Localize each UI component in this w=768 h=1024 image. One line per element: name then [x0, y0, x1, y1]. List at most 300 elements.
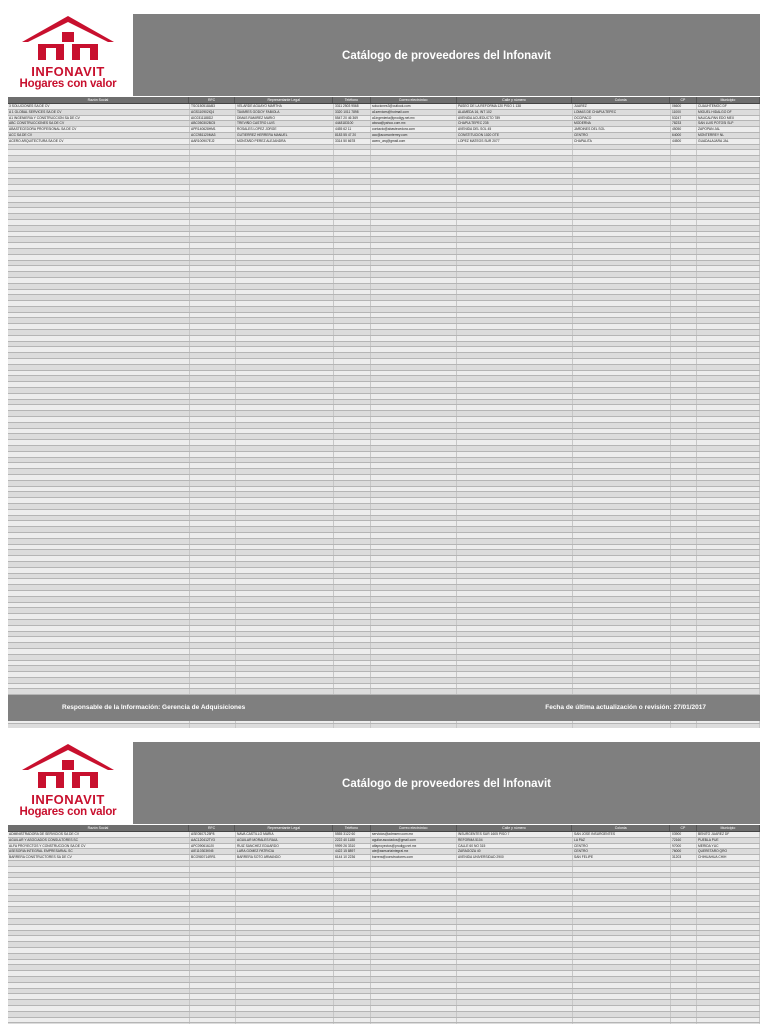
table-cell [573, 925, 671, 930]
table-cell [190, 620, 236, 625]
table-cell [457, 156, 573, 161]
table-cell [573, 185, 671, 190]
table-cell [697, 174, 760, 179]
table-cell [573, 936, 671, 941]
header-cell: Razón Social [8, 825, 189, 831]
table-cell [457, 568, 573, 573]
table-cell [697, 452, 760, 457]
table-cell [334, 388, 371, 393]
table-cell [190, 655, 236, 660]
table-cell: CUAUHTEMOC DF [697, 104, 760, 109]
table-cell [697, 931, 760, 936]
table-cell [671, 890, 697, 895]
table-cell [457, 197, 573, 202]
table-cell [573, 689, 671, 694]
header-cell: Municipio [697, 97, 760, 103]
infonavit-logo [8, 14, 128, 94]
table-cell [8, 597, 190, 602]
table-cell [334, 620, 371, 625]
table-cell [697, 585, 760, 590]
table-cell [371, 960, 457, 965]
table-cell [334, 527, 371, 532]
table-cell [190, 342, 236, 347]
table-cell: AAR100907EJ2 [190, 139, 236, 144]
header-cell: Razón Social [8, 97, 189, 103]
table-cell [236, 539, 334, 544]
table-cell [457, 603, 573, 608]
table-cell [671, 579, 697, 584]
table-cell [190, 214, 236, 219]
table-cell [697, 249, 760, 254]
table-cell [671, 411, 697, 416]
table-cell [190, 919, 236, 924]
table-cell [334, 266, 371, 271]
table-cell [457, 983, 573, 988]
footer-bar [8, 695, 760, 721]
table-cell [190, 220, 236, 225]
table-cell [236, 896, 334, 901]
table-cell [236, 666, 334, 671]
table-cell [671, 330, 697, 335]
table-cell [573, 388, 671, 393]
table-cell: MERIDA YUC [697, 844, 760, 849]
table-cell [573, 666, 671, 671]
table-cell [334, 307, 371, 312]
table-cell [334, 249, 371, 254]
table-cell [697, 562, 760, 567]
table-cell [371, 556, 457, 561]
table-cell: MONTERREY NL [697, 133, 760, 138]
table-cell [334, 278, 371, 283]
table-cell [697, 463, 760, 468]
table-cell: ASE0507125P8 [190, 832, 236, 837]
table-cell [671, 434, 697, 439]
table-cell [371, 994, 457, 999]
table-cell: PUEBLA PUE [697, 838, 760, 843]
table-cell [8, 574, 190, 579]
table-cell [236, 232, 334, 237]
table-cell [190, 977, 236, 982]
table-cell [8, 913, 190, 918]
table-cell [236, 678, 334, 683]
table-cell [8, 203, 190, 208]
table-cell [8, 603, 190, 608]
table-cell [697, 313, 760, 318]
table-cell [236, 550, 334, 555]
infonavit-logo [8, 742, 128, 822]
table-cell [190, 446, 236, 451]
table-cell [190, 666, 236, 671]
table-cell [334, 516, 371, 521]
table-cell [697, 902, 760, 907]
table-cell [236, 324, 334, 329]
table-cell [8, 307, 190, 312]
table-cell [457, 684, 573, 689]
table-cell: 45050 [671, 127, 697, 132]
table-cell [8, 475, 190, 480]
table-cell [236, 266, 334, 271]
table-cell [8, 614, 190, 619]
table-cell [671, 539, 697, 544]
table-cell [457, 400, 573, 405]
table-cell [8, 960, 190, 965]
table-cell [371, 371, 457, 376]
table-cell [8, 608, 190, 613]
table-cell [457, 226, 573, 231]
table-cell [190, 475, 236, 480]
table-cell [457, 643, 573, 648]
table-cell [671, 568, 697, 573]
table-cell [671, 452, 697, 457]
table-cell [671, 896, 697, 901]
table-cell [190, 423, 236, 428]
table-cell [457, 661, 573, 666]
table-header [8, 97, 760, 104]
table-cell [697, 861, 760, 866]
table-cell [236, 318, 334, 323]
table-cell [236, 446, 334, 451]
table-cell [190, 203, 236, 208]
table-cell [671, 243, 697, 248]
table-cell [334, 585, 371, 590]
table-cell [371, 492, 457, 497]
table-cell [671, 504, 697, 509]
table-cell [457, 376, 573, 381]
table-cell [334, 498, 371, 503]
table-cell [190, 301, 236, 306]
table-cell [697, 261, 760, 266]
table-cell [190, 684, 236, 689]
table-cell [371, 301, 457, 306]
table-cell: SAN JOSE INSURGENTES [573, 832, 671, 837]
table-cell [573, 463, 671, 468]
table-cell: A1 INGENIERIA Y CONSTRUCCION SA DE CV [8, 116, 190, 121]
table-cell [334, 347, 371, 352]
table-cell [334, 533, 371, 538]
table-cell [573, 896, 671, 901]
table-cell [573, 469, 671, 474]
table-cell: LA PAZ [573, 838, 671, 843]
table-cell [334, 983, 371, 988]
table-cell [334, 672, 371, 677]
table-cell [190, 925, 236, 930]
table-cell [236, 994, 334, 999]
table-cell [190, 960, 236, 965]
table-cell [457, 591, 573, 596]
table-cell [697, 185, 760, 190]
table-cell [697, 971, 760, 976]
table-cell [236, 936, 334, 941]
table-cell [697, 481, 760, 486]
table-cell [334, 965, 371, 970]
table-cell [190, 232, 236, 237]
table-cell [573, 954, 671, 959]
page-title: Catálogo de proveedores del Infonavit [342, 50, 551, 62]
table-cell [697, 1012, 760, 1017]
table-cell [334, 1000, 371, 1005]
table-cell [573, 510, 671, 515]
table-cell [8, 626, 190, 631]
table-cell: QUERETARO QRO [697, 849, 760, 854]
house-mark-icon [16, 742, 120, 790]
table-cell [236, 150, 334, 155]
table-cell [8, 661, 190, 666]
table-cell [697, 214, 760, 219]
table-cell [190, 861, 236, 866]
table-cell [573, 597, 671, 602]
table-cell [697, 365, 760, 370]
table-cell [671, 203, 697, 208]
table-cell [334, 971, 371, 976]
table-cell [697, 498, 760, 503]
table-cell [334, 1018, 371, 1023]
table-cell [334, 597, 371, 602]
table-cell [8, 417, 190, 422]
table-cell [190, 359, 236, 364]
table-cell [8, 925, 190, 930]
table-cell [8, 907, 190, 912]
table-cell [457, 902, 573, 907]
brand-name: INFONAVIT [31, 792, 105, 807]
table-cell: LOMAS DE CHAPULTEPEC [573, 110, 671, 115]
table-cell [573, 994, 671, 999]
table-cell [573, 405, 671, 410]
table-cell [236, 521, 334, 526]
table-cell [697, 626, 760, 631]
table-cell [8, 330, 190, 335]
table-cell [236, 243, 334, 248]
table-cell [573, 907, 671, 912]
title-bar [133, 14, 760, 96]
table-cell: LOPEZ MATEOS SUR 2077 [457, 139, 573, 144]
title-bar [133, 742, 760, 824]
table-cell [334, 376, 371, 381]
table-cell [671, 556, 697, 561]
table-cell [671, 394, 697, 399]
table-cell [190, 936, 236, 941]
table-cell [236, 371, 334, 376]
table-cell: VELARDE AGUAYO MARTHA [236, 104, 334, 109]
table-cell: acero_arq@gmail.com [371, 139, 457, 144]
table-cell [8, 498, 190, 503]
table-cell [573, 539, 671, 544]
table-cell [8, 220, 190, 225]
table-cell [697, 643, 760, 648]
table-cell [671, 591, 697, 596]
table-cell [573, 475, 671, 480]
table-cell [236, 203, 334, 208]
table-cell [697, 977, 760, 982]
table-cell [190, 162, 236, 167]
table-cell [190, 931, 236, 936]
table-cell [334, 208, 371, 213]
table-cell [190, 907, 236, 912]
table-cell [697, 1000, 760, 1005]
table-cell [371, 191, 457, 196]
table-cell [371, 353, 457, 358]
table-cell [236, 208, 334, 213]
table-cell [8, 336, 190, 341]
table-cell: ALFA PROYECTOS Y CONSTRUCCION SA DE CV [8, 844, 190, 849]
table-cell [8, 185, 190, 190]
table-cell [671, 324, 697, 329]
table-cell [190, 591, 236, 596]
table-cell [371, 562, 457, 567]
table-cell [334, 475, 371, 480]
table-cell [371, 179, 457, 184]
table-cell [334, 608, 371, 613]
table-cell [671, 156, 697, 161]
table-cell [190, 487, 236, 492]
table-cell [190, 417, 236, 422]
table-cell [573, 301, 671, 306]
table-cell [457, 261, 573, 266]
table-cell [8, 481, 190, 486]
table-cell [573, 266, 671, 271]
table-cell [190, 469, 236, 474]
table-cell [457, 533, 573, 538]
table-cell [334, 295, 371, 300]
table-cell [236, 516, 334, 521]
table-cell [334, 925, 371, 930]
table-cell [236, 498, 334, 503]
table-cell [371, 907, 457, 912]
table-cell [371, 336, 457, 341]
table-cell [573, 942, 671, 947]
table-cell [371, 550, 457, 555]
table-cell [457, 896, 573, 901]
table-cell [457, 666, 573, 671]
table-cell [457, 359, 573, 364]
table-cell [671, 307, 697, 312]
table-cell [573, 989, 671, 994]
brand-tagline: Hogares con valor [19, 806, 117, 818]
table-cell [457, 907, 573, 912]
table-cell [371, 440, 457, 445]
table-cell [8, 394, 190, 399]
table-cell [8, 896, 190, 901]
table-cell [236, 913, 334, 918]
table-cell [334, 284, 371, 289]
table-cell [371, 162, 457, 167]
table-cell [371, 643, 457, 648]
table-cell [457, 318, 573, 323]
table-cell [573, 487, 671, 492]
table-cell [8, 324, 190, 329]
table-cell [8, 295, 190, 300]
table-cell [236, 620, 334, 625]
table-cell [236, 469, 334, 474]
table-cell [190, 902, 236, 907]
table-cell [190, 672, 236, 677]
table-cell [190, 261, 236, 266]
table-cell [371, 884, 457, 889]
table-cell [671, 960, 697, 965]
table-cell [697, 960, 760, 965]
table-cell [457, 290, 573, 295]
table-cell [457, 365, 573, 370]
table-cell [190, 867, 236, 872]
table-cell [671, 626, 697, 631]
table-cell [8, 521, 190, 526]
table-cell [697, 330, 760, 335]
table-cell [457, 237, 573, 242]
table-cell [8, 197, 190, 202]
table-cell [573, 678, 671, 683]
table-cell [371, 637, 457, 642]
table-cell [236, 672, 334, 677]
table-cell [457, 655, 573, 660]
table-cell [371, 237, 457, 242]
table-cell [190, 365, 236, 370]
table-cell [371, 1018, 457, 1023]
table-cell [8, 208, 190, 213]
table-cell [697, 388, 760, 393]
table-cell: TREVIÑO CASTRO LUIS [236, 121, 334, 126]
table-cell [8, 226, 190, 231]
table-cell [697, 983, 760, 988]
table-cell [371, 330, 457, 335]
table-cell: ABC050302BC5 [190, 121, 236, 126]
table-cell [190, 965, 236, 970]
table-cell [371, 1000, 457, 1005]
table-cell: TAVARES GODOY FABIOLA [236, 110, 334, 115]
table-cell [190, 452, 236, 457]
table-cell [671, 527, 697, 532]
table-cell [190, 971, 236, 976]
table-cell [334, 539, 371, 544]
table-cell [371, 266, 457, 271]
table-cell [236, 411, 334, 416]
table-cell [457, 965, 573, 970]
table-cell [236, 504, 334, 509]
table-cell [334, 545, 371, 550]
table-cell [8, 649, 190, 654]
table-cell [190, 191, 236, 196]
table-cell: ROSALES LOPEZ JORGE [236, 127, 334, 132]
table-cell [236, 890, 334, 895]
table-cell [236, 533, 334, 538]
header-cell: Calle y número [457, 97, 573, 103]
table-cell [371, 608, 457, 613]
table-cell [8, 446, 190, 451]
table-cell [236, 463, 334, 468]
table-cell [371, 632, 457, 637]
table-cell [371, 203, 457, 208]
table-cell [371, 861, 457, 866]
table-cell [371, 452, 457, 457]
table-cell [190, 579, 236, 584]
table-cell [8, 931, 190, 936]
table-cell [190, 243, 236, 248]
table-cell [236, 597, 334, 602]
table-cell [457, 162, 573, 167]
table-cell [236, 925, 334, 930]
table-cell [8, 510, 190, 515]
table-cell [573, 574, 671, 579]
table-cell [671, 185, 697, 190]
table-cell: 4422 15 8897 [334, 849, 371, 854]
table-cell [671, 168, 697, 173]
table-cell [371, 307, 457, 312]
table-cell [371, 1006, 457, 1011]
table-cell [236, 388, 334, 393]
table-cell [671, 931, 697, 936]
table-cell [236, 977, 334, 982]
table-cell [190, 603, 236, 608]
table-cell [457, 411, 573, 416]
header-cell: Representante Legal [235, 97, 333, 103]
